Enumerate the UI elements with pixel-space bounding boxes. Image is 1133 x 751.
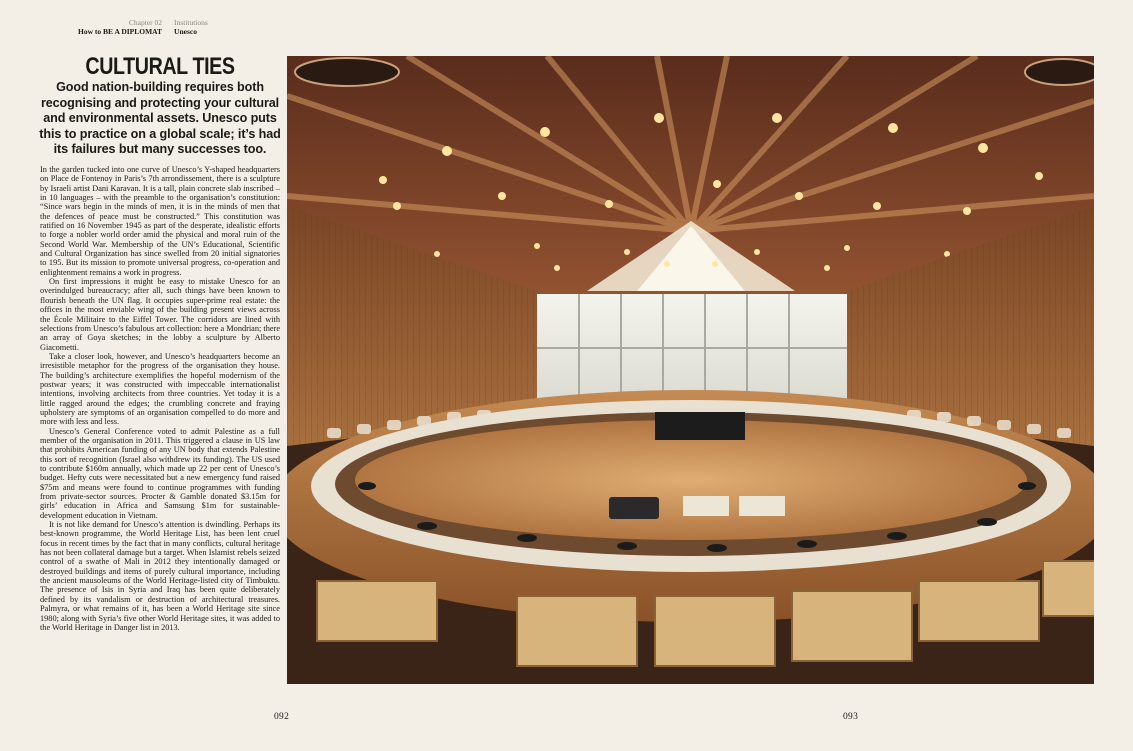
article-body <box>40 165 280 632</box>
page-number-right: 093 <box>843 712 859 722</box>
air-vent <box>295 58 399 86</box>
section-label: Institutions <box>174 18 208 27</box>
body-paragraph: In the garden tucked into one curve of Unesco’s Y-shaped headquarters on Place de Fontenoy in Paris’s 7th arrondissement, there is a sculpture by Israeli artist Dani Karavan. It is a tall, plain concrete slab inscribed – in 10 languages – with the preamble to the organisation’s constitution: “Since wars begin in the minds of men, it is in the minds of men that the defences of peace must be constructed.” This constitution was ratified on 16 November 1945 as part of the desperate, idealistic efforts to forge a nobler world order amid the physical and moral ruin of the Second World War. Membership of the UN’s Educational, Scientific and Cultural Organization has since swelled from 20 initial signatories to 195. But its mission to promote universal progress, co-operation and enlightenment remains a work in progress. <box>40 165 280 277</box>
body-paragraph: It is not like demand for Unesco’s attention is dwindling. Perhaps its best-known programme, the World Heritage List, has been lent cruel focus in recent times by the fact that in many conflicts, cultural heritage has not been collateral damage but a target. When Islamist rebels seized control of a swathe of Mali in 2012 they intentionally damaged or destroyed buildings and items of purely cultural importance, including the ancient mausoleums of the World Heritage-listed city of Timbuktu. The presence of Isis in Syria and Iraq has been quite deliberately defined by its vandalism or destruction of architectural treasures. Palmyra, or what remains of it, has been a World Heritage site since 1980; along with Syria’s five other World Heritage sites, it was added to the World Heritage in Danger list in 2013. <box>40 520 280 632</box>
air-vent <box>1025 59 1094 85</box>
article-standfirst: Good nation-building requires both recognising and protecting your cultural and environmental assets. Unesco puts this to practice on a global scale; it’s had its failures but many successes too. <box>39 80 281 156</box>
body-paragraph: On first impressions it might be easy to mistake Unesco for an overindulged bureaucracy; after all, such things have been known to flourish beneath the UN flag. It occupies super-prime real estate: the offices in the most enviable wing of the building present views across the École Militaire to the Eiffel Tower. The corridors are lined with selections from Unesco’s fabulous art collection: here a Mondrian; there an array of Goya sketches; in the lobby a sculpture by Alberto Giacometti. <box>40 277 280 352</box>
chapter-label: Chapter 02 <box>128 18 163 27</box>
article-title: CULTURAL TIES <box>85 53 235 80</box>
running-head <box>78 18 208 36</box>
book-title: How to BE A DIPLOMAT <box>78 27 163 36</box>
body-paragraph: Unesco’s General Conference voted to admit Palestine as a full member of the organisation in 2011. This triggered a clause in US law that prohibits American funding of any UN body that extends Palestine this sort of recognition (Israel also withdrew its funding). The US used to contribute $160m annually, which made up 22 per cent of Unesco’s budget. Hefty cuts were necessitated but a new emergency fund raised $75m and means were found to continue programmes with funding from private-sector sources. Procter & Gamble donated $3.15m for girls’ education in Africa and Samsung $1m for sustainable-development education in Vietnam. <box>40 426 280 520</box>
body-paragraph: Take a closer look, however, and Unesco’s headquarters become an irresistible metaphor for the progress of the organisation they house. The building’s architecture exemplifies the hopeful modernism of the postwar years; it was constructed with impeccable internationalist intentions, involving architects from three countries. Yet today it is a little ragged around the edges; the crumbling concrete and fraying upholstery are symptoms of an organisation compelled to do more and more with less and less. <box>40 351 280 427</box>
subject-label: Unesco <box>174 27 197 36</box>
page-number-left: 092 <box>274 712 290 722</box>
conference-hall-photo <box>287 56 1094 684</box>
